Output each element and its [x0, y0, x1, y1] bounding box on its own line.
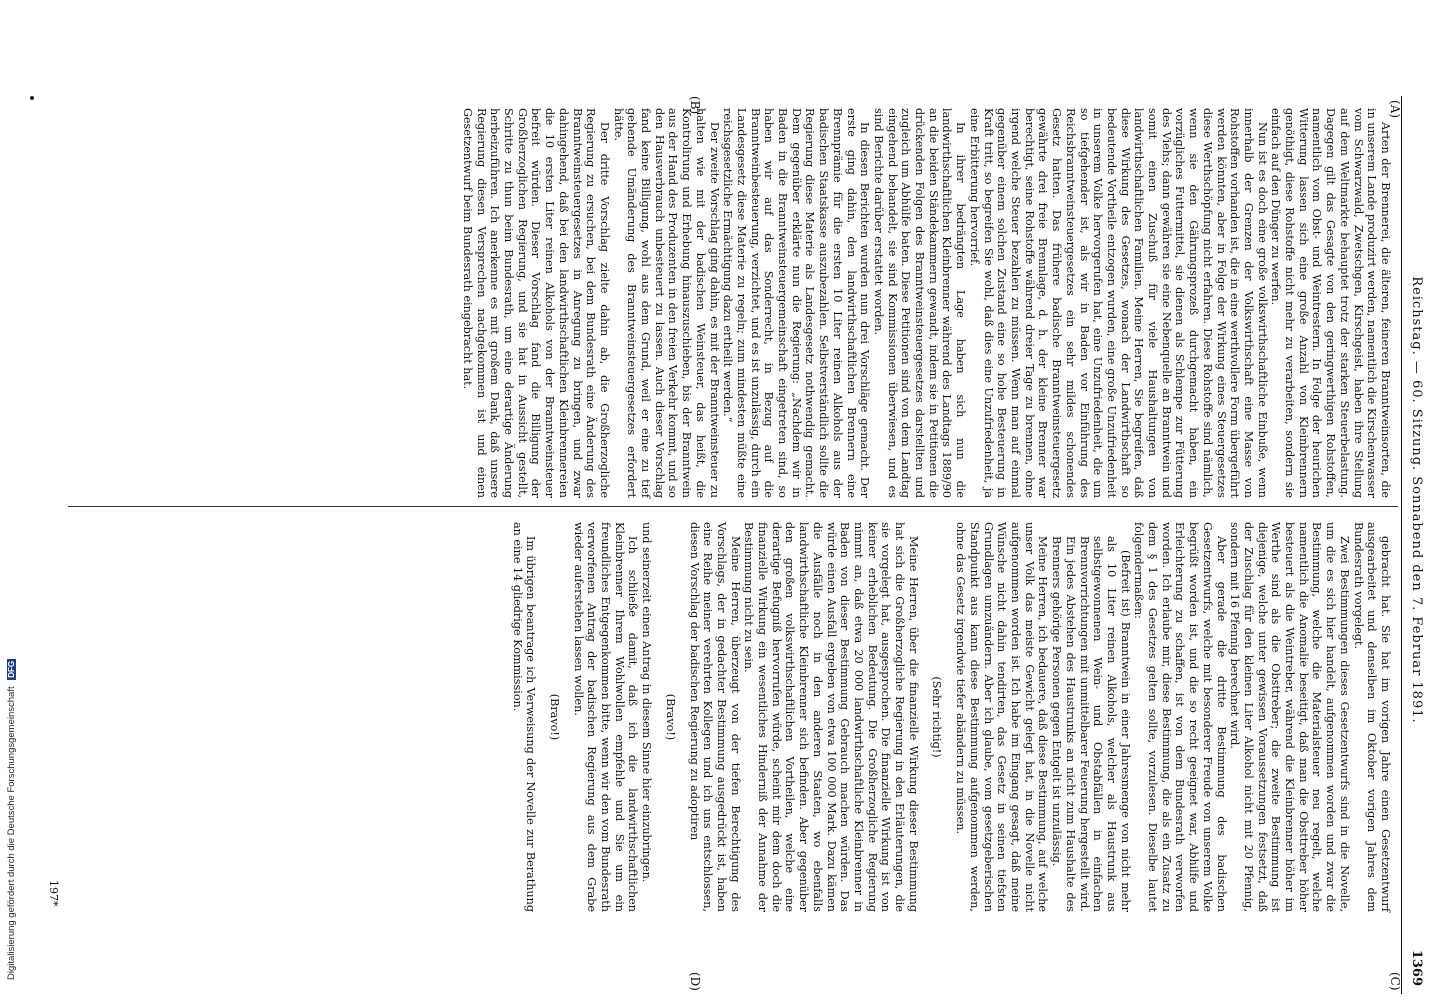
paragraph: In diesen Berichten wurden nun drei Vorschläge gemacht. Der erste ging dahin, den landwirthschaftlichen Brennern eine Brennprämie für die ersten 10 Liter reinen Alkohols aus der badischen Staatskasse auszubezahlen. Selbstverständlich sollte die Regierung diese Materie als Landesgesetz nothwendig gemacht. Dem gegenüber erklärte nun die Regierung: „Nachdem wir in Baden in die Branntweinsteuergemeinschaft eingetreten sind, so haben wir auf das Sonderrecht, in Bezug auf die Branntweinbesteuerung, verzichtet, und es ist unzulässig, durch ein Landesgesetz diese Materie zu regeln; zum mindesten müßte eine reichsgesetzliche Ermächtigung dazu ertheilt werden.“ [721, 108, 872, 498]
paragraph: Nun ist es doch eine große volkswirthschaftliche Einbuße, wenn innerhalb der Grenzen der Volkswirthschaft eine Masse von Rohstoffen vorhanden ist, die in eine werthvollere Form übergeführt werden könnten, aber in Folge der Wirkung eines Steuergesetzes diese Werthschöpfung nicht erfahren. Diese Rohstoffe sind nämlich, wenn sie den Gährungsprozeß durchgemacht haben, ein vorzügliches Futtermittel, sie dienen als Schlempe zur Fütterung des Viehs; dann gewähren sie eine Nebenquelle an Branntwein und somit einen Zuschuß für viele Haushaltungen von landwirthschaftlichen Familien. Meine Herren, Sie begreifen, daß diese Wirkung des Gesetzes, wonach der Landwirthschaft so bedeutende Vortheile entzogen wurden, eine große Unzufriedenheit in unserem Volke hervorgerufen hat, eine Unzufriedenheit, die um so tiefgehender ist, als wir in Baden vor Einführung des Reichsbranntweinsteuergesetzes ein sehr mildes schonendes Gesetz hatten. Das frühere badische Branntweinsteuergesetz gewährte drei freie Brennlage, d. h. der kleine Brenner war berechtigt, seine Rohstoffe während dreier Tage zu brennen, ohne irgend welche Steuer bezahlen zu müssen. Wenn man auf einmal gegenüber einem solchen Zustand eine so hohe Besteuerung in Kraft tritt, so begreifen Sie wohl, daß dies eine Unzufriedenheit, ja eine Erbitterung hervorrief. [967, 108, 1269, 498]
paragraph: Zwei Bestimmungen dieses Gesetzentwurfs sind in die Novelle, um die es sich hier handelt, aufgenommen worden und zwar die Bestimmung, welche die Materialsteuer neu regelt, welche namentlich die Anomalie beseitigt, daß man die Obsttreber höher besteuert als die Weintreber, während die Kleinbrenner höher im Werthe sind als die Obsttreber; die zweite Bestimmung ist diejenige, welche unter gewissen Voraussetzungen festsetzt, daß der Zuschlag für den kleinen Liter Alkohol nicht mit 20 Pfennig, sondern mit 16 Pfennig berechnet wird. [1228, 522, 1351, 912]
digitization-note [2, 0, 22, 1000]
paragraph: Arten der Brennerei, die älteren, feineren Branntweinsorten, die in unserem Lande produzirt werden, namentlich die Kirschenwasser vom Schwarzwald, Zwetschgen, Kirschgeist, haben ihre Stellung auf dem Weltmarkte behauptet trotz der starken Steuerbelastung. Dagegen gilt das Gesagte von den geringwerthigen Rohstoffen, namentlich vom Obst- und Weintrestern. In Folge der heurichen Witterung lassen sich eine große Anzahl von Kleinbrennern genöthigt, diese Rohstoffe nicht mehr zu verarbeiten, sondern sie einfach auf den Dünger zu werfen. [1269, 108, 1392, 498]
paragraph: Ich schließe damit, daß ich die landwirthschaftlichen Kleinbrenner Ihrem Wohlwollen empfehle und Sie um ein freundliches Entgegenkommen bitte, wenn wir den vom Bundesrath verworfenen Antrag der badischen Regierung aus dem Grabe wieder auferstehen lassen wollen. [571, 522, 640, 912]
paragraph: Meine Herren, ich bedauere, daß diese Bestimmung, auf welche unser Volk das meiste Gewicht gelegt hat, in die Novelle nicht aufgenommen worden ist. Ich habe im Eingang gesagt, daß meine Wünsche nicht dahin tendirten, das Gesetz in seinen tiefsten Grundlagen umzuändern. Aber ich glaube, vom gesetzgeberischen Standpunkt aus kann diese Bestimmung aufgenommen werden, ohne das Gesetz irgendwie tiefer abändern zu müssen. [954, 522, 1050, 912]
dfg-logo: DFG [7, 660, 16, 678]
left-column [460, 108, 1392, 498]
paragraph: und seinerzeit einen Antrag in diesem Sinne hier einzubringen. [640, 522, 654, 883]
margin-mark-d: (D) [688, 972, 702, 991]
margin-mark-b: (B) [688, 96, 702, 115]
interjection: (Sehr richtig!) [930, 676, 944, 758]
paragraph: Im übrigen beantrage ich Verweisung der Novelle zur Berathung an eine 14 gliedrige Kommission. [510, 522, 538, 912]
header-rule [1401, 96, 1402, 994]
paragraph: Meine Herren, über die finanzielle Wirkung dieser Bestimmung hat sich die Großherzogliche Regierung in den Erläuterungen, die sie vorgelegt hat, ausgesprochen. Die finanzielle Wirkung ist von keiner erheblichen Bedeutung. Die Großherzogliche Regierung nimmt an, daß etwa 20 000 landwirthschaftliche Kleinbrenner in Baden von dieser Bestimmung Gebrauch machen würden. Das würde einen Ausfall ergeben von etwa 100 000 Mark. Dazu kämen die Ausfälle noch in den anderen Staaten, wo ebenfalls landwirthschaftliche Kleinbrenner sich befinden. Aber gegenüber den großen volkswirthschaftlichen Vortheilen, welche eine derartige Befugniß hervorrufen würde, scheint mir dem doch die finanzielle Wirkung ein wesentliches Hinderniß der Annahme der Bestimmung nicht zu sein. [742, 522, 920, 912]
signature-mark: 197* [47, 880, 60, 907]
paragraph: gebracht hat. Sie hat im vorigen Jahre einen Gesetzentwurf ausgearbeitet und denselben im Oktober vorigen Jahres dem Bundesrath vorgelegt. [1351, 522, 1392, 912]
paragraph: Aber gerade die dritte Bestimmung des badischen Gesetzentwurfs, welche mit besonderer Freude von unserem Volke begrüßt worden ist, und die so recht geeignet war, Abhilfe und Erleichterung zu schaffen, ist von dem Bundesrath verworfen worden. Ich erlaube mir, diese Bestimmung, die als ein Zusatz zu dem § 1 des Gesetzes gelten sollte, vorzulesen. Dieselbe lautet folgendermaßen: [1132, 522, 1228, 912]
right-column [510, 522, 1392, 912]
paragraph: Der dritte Vorschlag zielte dahin ab, die Großherzogliche Regierung zu ersuchen, bei dem Bundesrath eine Änderung des Branntweinsteuergesetzes in Anregung zu bringen, und zwar dahingehend, daß bei den landwirthschaftlichen Kleinbrennereien die 10 ersten Liter reinen Alkohols von der Branntweinsteuer befreit würden. Dieser Vorschlag fand die Billigung der Großherzoglichen Regierung, und sie hat in Aussicht gestellt, Schritte zu thun beim Bundesrath, um eine derartige Änderung herbeizuführen. Ich anerkenne es mit großem Dank, daß unsere Regierung diesen Versprechen nachgekommen ist und einen Gesetzentwurf beim Bundesrath eingebracht hat. [460, 108, 611, 498]
interjection: (Bravo!) [663, 693, 677, 741]
paragraph: Meine Herren, überzeugt von der tiefen Berechtigung des Vorschlags, der in gedachter Bestimmung ausgedrückt ist, haben eine Reihe meiner verehrten Kollegen und ich uns entschlossen, diesen Vorschlag der badischen Regierung zu adoptiren [687, 522, 742, 912]
column-divider [68, 506, 1398, 507]
ink-dot [30, 96, 34, 100]
quoted-provision: (Befreit ist) Branntwein in einer Jahresmenge von nicht mehr als 10 Liter reinen Alkohols, welcher als Haustrunk aus selbstgewonnenen Wein- und Obstabfällen in einfachen Brennvorrichtungen mit unmittelbarer Feuerung hergestellt wird. Ein jedes Abstehen des Haustrunks an nicht zum Haushalte des Brenners gehörige Personen gegen Entgelt ist unzulässig. [1050, 536, 1132, 912]
page-number: 1369 [1409, 949, 1424, 986]
paragraph: Der zweite Vorschlag ging dahin, es mit der Branntweinsteuer zu halten wie mit der badischen Weinsteuer, das heißt, die Kontrolirung und Erhebung hinauszuschieben, bis der Branntwein aus der Hand des Produzenten in den freien Verkehr kommt, und so den Hausverbrauch unbesteuert zu lassen. Auch dieser Vorschlag fand keine Billigung, wohl aus dem Grund, weil er eine zu tief gehende Umänderung des Branntweinsteuergesetzes erfordert hätte. [611, 108, 721, 498]
page-title: Reichstag. — 60. Sitzung. Sonnabend den 7. Februar 1891. [1409, 276, 1424, 724]
margin-mark-c: (C) [1388, 972, 1402, 991]
paragraph: In ihrer bedrängten Lage haben sich nun die landwirthschaftlichen Kleinbrenner während des Landtags 1889/90 an die beiden Ständekammern gewandt, indem sie in Petitionen die drückenden Folgen des Branntweinsteuergesetzes darstellten und zugleich um Abhülfe baten. Diese Petitionen sind von dem Landtag eingehend behandelt, sie sind Kommissionen überwiesen, und es sind Berichte darüber erstattet worden. [871, 108, 968, 498]
interjection: (Bravo!) [547, 693, 561, 741]
digitization-text-wrap [6, 659, 17, 980]
margin-mark-a: (A) [1388, 100, 1402, 119]
digitization-text: Digitalisierung gefördert durch die Deutsche Forschungsgemeinschaft [6, 686, 17, 980]
page-header [1404, 0, 1426, 1000]
